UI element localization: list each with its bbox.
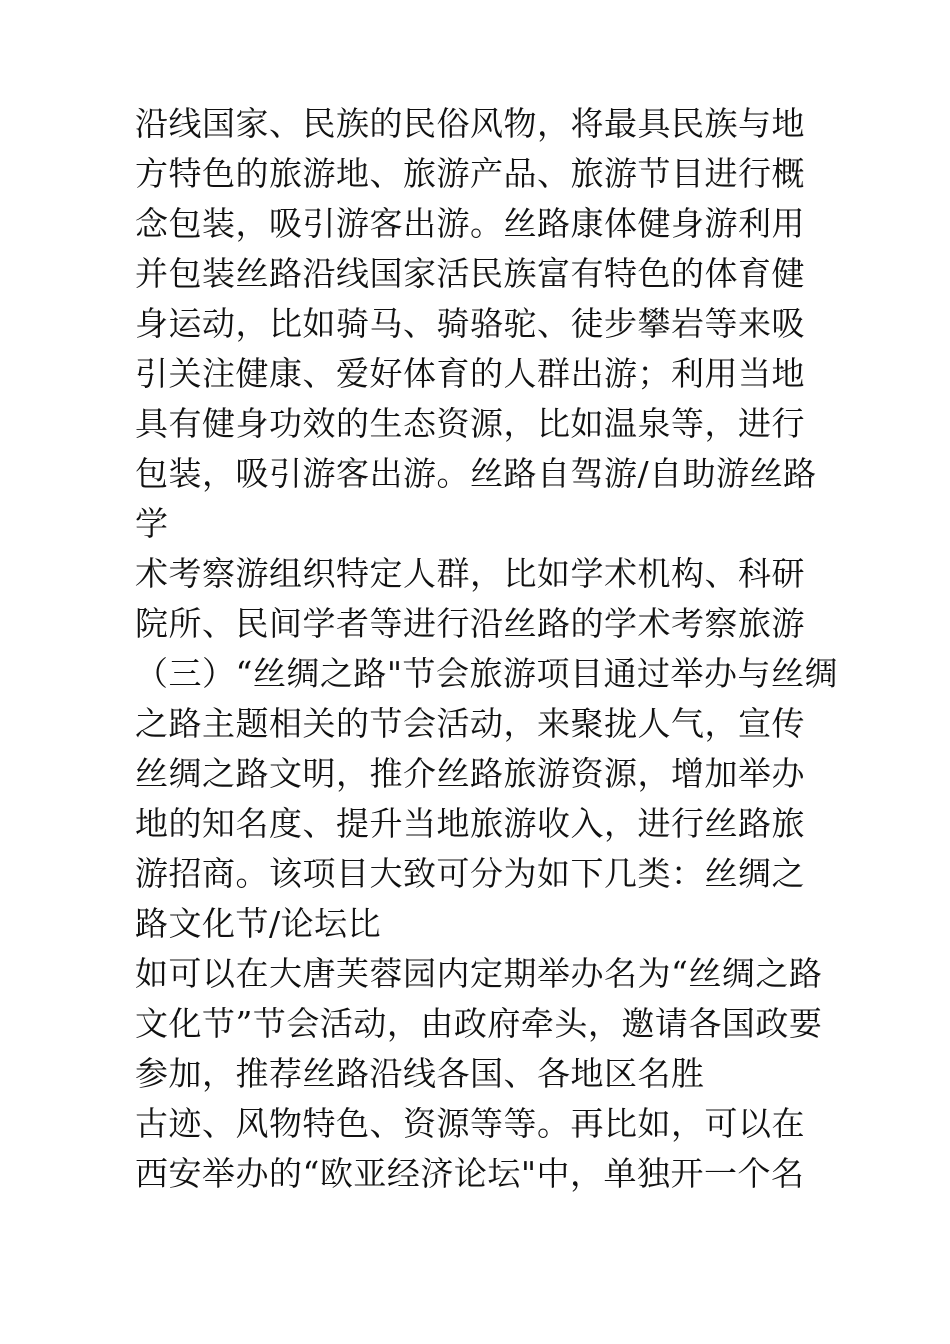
text-line: 引关注健康、爱好体育的人群出游；利用当地 [135,354,805,393]
text-line: 参加，推荐丝路沿线各国、各地区名胜 [135,1054,705,1093]
text-line: 院所、民间学者等进行沿丝路的学术考察旅游 [135,604,805,643]
text-line: 游招商。该项目大致可分为如下几类：丝绸之 [135,854,805,893]
text-line: （三）“丝绸之路"节会旅游项目通过举办与丝绸 [135,654,839,693]
text-line: 文化节”节会活动，由政府牵头，邀请各国政要 [135,1004,823,1043]
text-line: 如可以在大唐芙蓉园内定期举办名为“丝绸之路 [135,954,823,993]
text-line: 古迹、风物特色、资源等等。再比如，可以在 [135,1104,805,1143]
text-line: 之路主题相关的节会活动，来聚拢人气，宣传 [135,704,805,743]
text-line: 路文化节/论坛比 [135,904,382,943]
text-line: 念包装，吸引游客出游。丝路康体健身游利用 [135,204,805,243]
text-line: 地的知名度、提升当地旅游收入，进行丝路旅 [135,804,805,843]
text-line: 包装，吸引游客出游。丝路自驾游/自助游丝路 [135,454,817,493]
text-line: 身运动，比如骑马、骑骆驼、徒步攀岩等来吸 [135,304,805,343]
text-line: 并包装丝路沿线国家活民族富有特色的体育健 [135,254,805,293]
text-line: 沿线国家、民族的民俗风物，将最具民族与地 [135,104,805,143]
text-line: 学 [135,504,169,543]
text-line: 方特色的旅游地、旅游产品、旅游节目进行概 [135,154,805,193]
text-line: 西安举办的“欧亚经济论坛"中，单独开一个名 [135,1154,805,1193]
text-line: 术考察游组织特定人群，比如学术机构、科研 [135,554,805,593]
text-line: 丝绸之路文明，推介丝路旅游资源，增加举办 [135,754,805,793]
text-line: 具有健身功效的生态资源，比如温泉等，进行 [135,404,805,443]
document-page [135,99,839,1199]
